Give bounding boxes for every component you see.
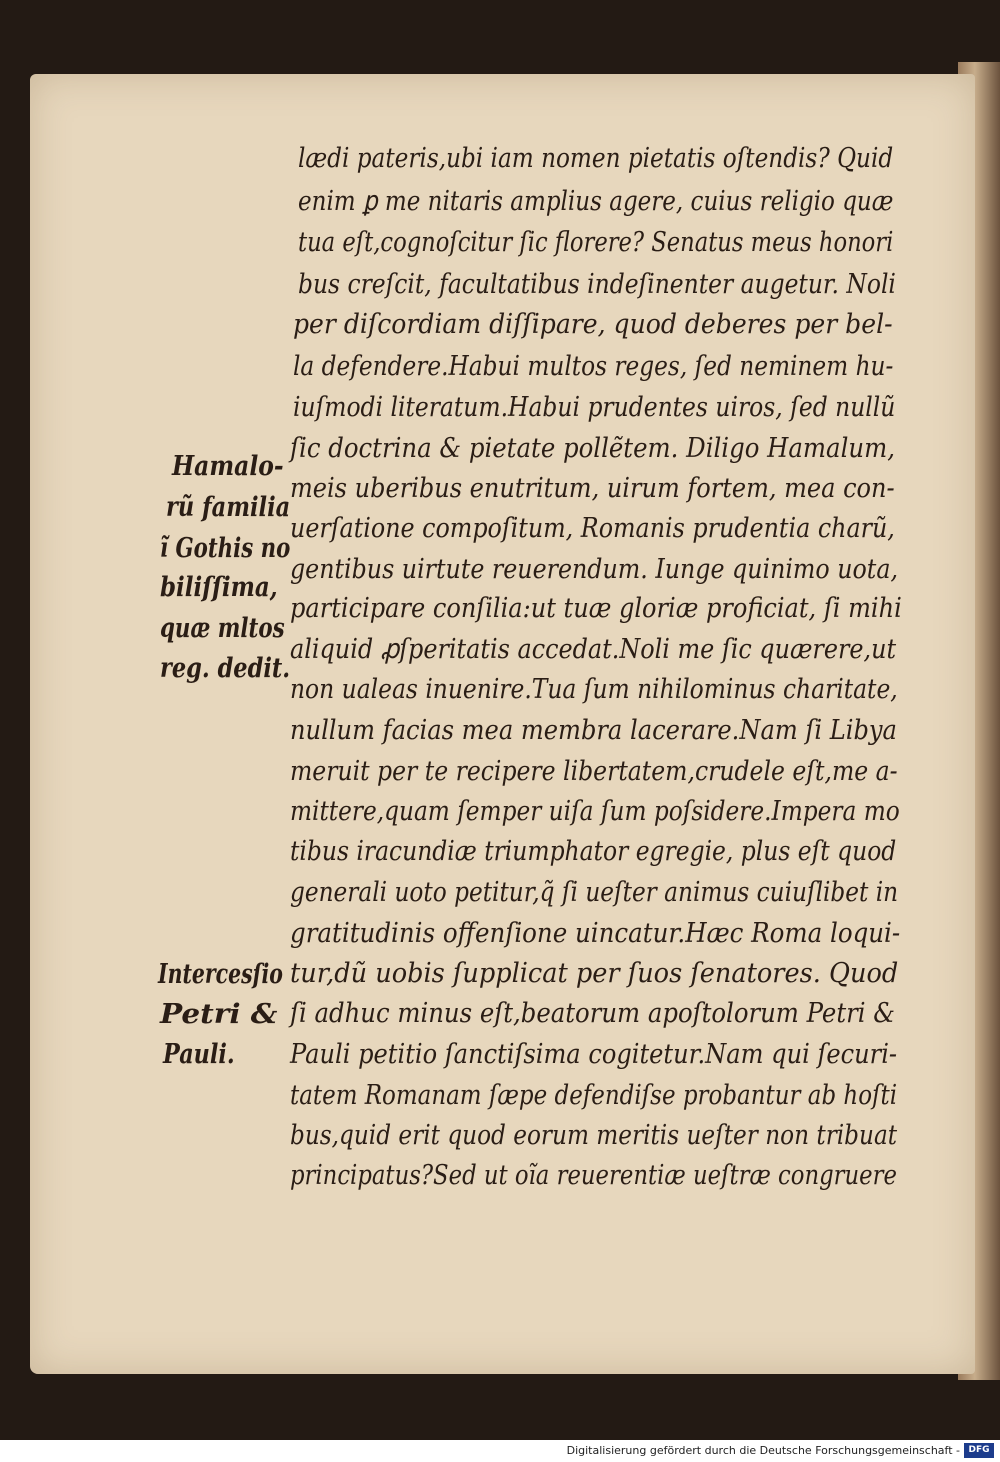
margin-note-line: Petri &	[160, 999, 278, 1030]
text-line: non ualeas inuenire.Tua ſum nihilominus charitate,	[290, 674, 898, 705]
text-line: enim ꝑ me nitaris amplius agere, cuius religio quæ	[298, 186, 894, 217]
text-line: meis uberibus enutritum, uirum fortem, mea con-	[290, 473, 895, 504]
text-line: mittere,quam ſemper uiſa ſum poſsidere.Impera mo	[290, 796, 900, 827]
footer-bar	[0, 1440, 1000, 1462]
text-line: aliquid ꝓſperitatis accedat.Noli me ſic quærere,ut	[290, 634, 897, 665]
text-line: tua eſt,cognoſcitur ſic florere? Senatus meus honori	[298, 227, 894, 258]
margin-note-line: ĩ Gothis no	[160, 533, 291, 564]
text-line: bus creſcit, facultatibus indeſinenter augetur. Noli	[298, 269, 896, 300]
margin-note-line: quæ mltos	[160, 613, 285, 644]
margin-note-line: reg. dedit.	[160, 653, 291, 684]
text-line: principatus?Sed ut oĩa reuerentiæ ueſtræ congruere	[290, 1160, 897, 1191]
text-line: tibus iracundiæ triumphator egregie, plus eſt quod	[290, 836, 897, 867]
margin-note-line: rũ familia	[166, 492, 291, 523]
text-line: meruit per te recipere libertatem,crudele eſt,me a-	[290, 756, 898, 787]
footer-credit: Digitalisierung gefördert durch die Deutsche Forschungsgemeinschaft -	[566, 1444, 960, 1457]
margin-note-line: Hamalo-	[172, 451, 284, 482]
text-line: tatem Romanam ſæpe defendiſse probantur ab hoſti	[290, 1080, 898, 1111]
text-line: gratitudinis offenſione uincatur.Hæc Roma loqui-	[290, 918, 901, 949]
text-line: participare conſilia:ut tuæ gloriæ proficiat, ſi mihi	[290, 593, 902, 624]
margin-note-line: Intercesſio	[158, 959, 283, 990]
text-line: lædi pateris,ubi iam nomen pietatis oſtendis? Quid	[298, 143, 894, 174]
text-line: tur,dũ uobis ſupplicat per ſuos ſenatores. Quod	[290, 958, 899, 989]
text-line: nullum facias mea membra lacerare.Nam ſi Libya	[290, 715, 897, 746]
text-line: bus,quid erit quod eorum meritis ueſter non tribuat	[290, 1120, 898, 1151]
text-line: Pauli petitio ſanctiſsima cogitetur.Nam qui ſecuri-	[290, 1039, 898, 1070]
text-line: ſi adhuc minus eſt,beatorum apoſtolorum Petri &	[290, 998, 895, 1029]
text-line: iuſmodi literatum.Habui prudentes uiros, ſed nullũ	[293, 392, 896, 423]
text-line: per diſcordiam diſſipare, quod deberes per bel-	[293, 309, 893, 340]
margin-note-line: biliſſima,	[160, 572, 278, 603]
text-line: ſic doctrina & pietate pollẽtem. Diligo Hamalum,	[290, 433, 895, 464]
margin-note-line: Pauli.	[163, 1039, 235, 1070]
text-line: gentibus uirtute reuerendum. Iunge quinimo uota,	[290, 554, 899, 585]
text-line: generali uoto petitur,q̃ ſi ueſter animus cuiuſlibet in	[290, 877, 899, 908]
dfg-logo: DFG	[964, 1443, 994, 1458]
text-line: uerſatione compoſitum, Romanis prudentia charũ,	[290, 513, 895, 544]
text-line: la defendere.Habui multos reges, ſed neminem hu-	[293, 351, 894, 382]
